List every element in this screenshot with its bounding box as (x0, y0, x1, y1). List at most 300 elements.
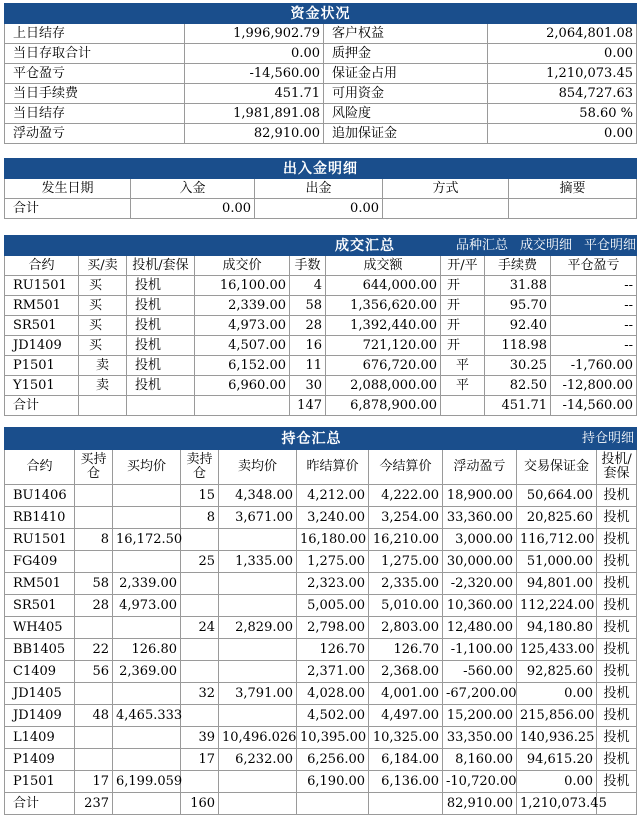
table-cell (113, 727, 181, 749)
table-cell: 51,000.00 (517, 551, 597, 573)
table-row (5, 507, 637, 529)
total-cell: 147 (290, 396, 326, 416)
column-header: 成交价 (195, 256, 290, 276)
column-header: 投机/套保 (127, 256, 195, 276)
table-cell: -1,760.00 (551, 356, 637, 376)
total-cell (297, 793, 369, 815)
column-header: 手数 (290, 256, 326, 276)
column-header: 手续费 (485, 256, 551, 276)
table-cell: 8 (75, 529, 113, 551)
table-row (5, 771, 637, 793)
positions-title: 持仓汇总 (181, 428, 443, 450)
table-cell (219, 529, 297, 551)
positions-column-headers (5, 450, 637, 485)
fund-label: 追加保证金 (324, 124, 488, 144)
link-variety-summary[interactable]: 品种汇总 (456, 237, 509, 253)
table-cell: 94,180.80 (517, 617, 597, 639)
cash-flow-header (5, 159, 637, 179)
table-cell: 126.70 (369, 639, 443, 661)
table-cell: 投机 (597, 661, 637, 683)
table-cell (113, 551, 181, 573)
fund-status-row (5, 104, 637, 124)
table-cell: RU1501 (5, 529, 75, 551)
table-cell (113, 485, 181, 507)
table-cell: 721,120.00 (326, 336, 441, 356)
table-row (5, 573, 637, 595)
table-row (5, 749, 637, 771)
table-cell: 2,368.00 (369, 661, 443, 683)
table-cell (219, 771, 297, 793)
table-cell (113, 617, 181, 639)
total-cell: 1,210,073.45 (517, 793, 597, 815)
fund-value: 1,981,891.08 (185, 104, 324, 124)
table-cell: 95.70 (485, 296, 551, 316)
link-trade-detail[interactable]: 成交明细 (520, 237, 573, 253)
table-cell: 11 (290, 356, 326, 376)
trades-table (4, 235, 637, 416)
table-cell: -- (551, 336, 637, 356)
table-cell: 4,001.00 (369, 683, 443, 705)
cash-flow-table (4, 158, 637, 219)
fund-status-row (5, 64, 637, 84)
total-cell (127, 396, 195, 416)
table-cell: 4,507.00 (195, 336, 290, 356)
trades-column-headers (5, 256, 637, 276)
table-cell: P1501 (5, 356, 79, 376)
column-header: 平仓盈亏 (551, 256, 637, 276)
table-cell: 39 (181, 727, 219, 749)
table-cell: 215,856.00 (517, 705, 597, 727)
column-header: 合约 (5, 450, 75, 485)
table-cell: 投机 (127, 296, 195, 316)
table-cell (75, 683, 113, 705)
table-cell: 投机 (597, 507, 637, 529)
table-row (5, 316, 637, 336)
table-cell: 125,433.00 (517, 639, 597, 661)
table-cell: 28 (75, 595, 113, 617)
table-cell (181, 595, 219, 617)
table-cell (219, 573, 297, 595)
table-cell: 140,936.25 (517, 727, 597, 749)
table-row (5, 529, 637, 551)
cash-flow-total-row (5, 199, 637, 219)
fund-value: 0.00 (488, 124, 637, 144)
fund-status-table (4, 3, 637, 144)
table-row (5, 551, 637, 573)
table-cell: 6,232.00 (219, 749, 297, 771)
table-cell: 20,825.60 (517, 507, 597, 529)
table-cell: 买 (79, 336, 127, 356)
table-cell: -2,320.00 (443, 573, 517, 595)
table-cell: 投机 (597, 639, 637, 661)
table-cell: 112,224.00 (517, 595, 597, 617)
table-cell: JD1405 (5, 683, 75, 705)
table-cell: 4,348.00 (219, 485, 297, 507)
fund-value: 854,727.63 (488, 84, 637, 104)
table-cell (219, 705, 297, 727)
table-cell: 开 (441, 316, 485, 336)
table-cell: 22 (75, 639, 113, 661)
table-cell: RB1410 (5, 507, 75, 529)
table-cell: 开 (441, 276, 485, 296)
table-cell: 投机 (597, 749, 637, 771)
table-cell: P1409 (5, 749, 75, 771)
total-cell (79, 396, 127, 416)
table-cell: 5,005.00 (297, 595, 369, 617)
table-row (5, 376, 637, 396)
table-cell: 16 (290, 336, 326, 356)
table-cell: 1,275.00 (369, 551, 443, 573)
table-cell: 投机 (127, 356, 195, 376)
column-header: 开/平 (441, 256, 485, 276)
table-cell: 4,973.00 (195, 316, 290, 336)
table-row (5, 639, 637, 661)
table-cell: 4,973.00 (113, 595, 181, 617)
total-cell: -14,560.00 (551, 396, 637, 416)
table-cell: RM501 (5, 573, 75, 595)
table-cell: 58 (290, 296, 326, 316)
table-cell (181, 639, 219, 661)
table-cell: 10,395.00 (297, 727, 369, 749)
column-header: 方式 (383, 179, 509, 199)
total-cell: 合计 (5, 793, 75, 815)
table-row (5, 683, 637, 705)
table-cell: 6,199.059 (113, 771, 181, 793)
table-cell: 4,465.333 (113, 705, 181, 727)
table-cell: 投机 (597, 485, 637, 507)
trades-header (5, 236, 637, 256)
table-cell: 30.25 (485, 356, 551, 376)
table-cell: 6,152.00 (195, 356, 290, 376)
fund-value: 58.60 % (488, 104, 637, 124)
table-cell: 4,212.00 (297, 485, 369, 507)
total-cell (369, 793, 443, 815)
positions-total-row (5, 793, 637, 815)
column-header: 买持仓 (75, 450, 113, 485)
table-cell: -12,800.00 (551, 376, 637, 396)
table-cell: 8,160.00 (443, 749, 517, 771)
table-cell: 31.88 (485, 276, 551, 296)
table-cell: 2,323.00 (297, 573, 369, 595)
table-cell: 116,712.00 (517, 529, 597, 551)
fund-value: -14,560.00 (185, 64, 324, 84)
column-header: 昨结算价 (297, 450, 369, 485)
table-cell: -- (551, 316, 637, 336)
table-row (5, 727, 637, 749)
table-cell: JD1409 (5, 705, 75, 727)
table-cell: 4,502.00 (297, 705, 369, 727)
fund-label: 质押金 (324, 44, 488, 64)
table-cell (219, 639, 297, 661)
column-header: 今结算价 (369, 450, 443, 485)
table-cell: 1,356,620.00 (326, 296, 441, 316)
table-cell: Y1501 (5, 376, 79, 396)
table-cell: 10,496.026 (219, 727, 297, 749)
table-cell: 投机 (127, 336, 195, 356)
table-cell: 48 (75, 705, 113, 727)
table-cell: 644,000.00 (326, 276, 441, 296)
table-cell: 676,720.00 (326, 356, 441, 376)
table-cell (75, 551, 113, 573)
table-cell: 2,339.00 (195, 296, 290, 316)
table-cell: 3,671.00 (219, 507, 297, 529)
total-cell: 合计 (5, 396, 79, 416)
fund-label: 当日存取合计 (5, 44, 185, 64)
total-cell (195, 396, 290, 416)
column-header: 投机/套保 (597, 450, 637, 485)
table-cell: 6,256.00 (297, 749, 369, 771)
table-cell: 33,360.00 (443, 507, 517, 529)
table-cell: 6,136.00 (369, 771, 443, 793)
table-cell: 2,803.00 (369, 617, 443, 639)
fund-value: 2,064,801.08 (488, 24, 637, 44)
table-cell: 0.00 (517, 771, 597, 793)
table-cell: 3,791.00 (219, 683, 297, 705)
table-cell: 15,200.00 (443, 705, 517, 727)
table-cell (75, 727, 113, 749)
table-cell: 卖 (79, 376, 127, 396)
table-cell: 2,369.00 (113, 661, 181, 683)
total-cell: 237 (75, 793, 113, 815)
table-cell: 3,254.00 (369, 507, 443, 529)
fund-value: 82,910.00 (185, 124, 324, 144)
table-cell: FG409 (5, 551, 75, 573)
table-cell: 买 (79, 276, 127, 296)
total-cell (219, 793, 297, 815)
table-cell: 4,028.00 (297, 683, 369, 705)
column-header: 成交额 (326, 256, 441, 276)
fund-label: 上日结存 (5, 24, 185, 44)
table-cell: 15 (181, 485, 219, 507)
link-position-detail[interactable]: 持仓明细 (582, 430, 635, 446)
table-row (5, 595, 637, 617)
fund-label: 客户权益 (324, 24, 488, 44)
table-cell: 3,000.00 (443, 529, 517, 551)
fund-label: 当日手续费 (5, 84, 185, 104)
table-row (5, 296, 637, 316)
table-cell: 25 (181, 551, 219, 573)
table-cell: 82.50 (485, 376, 551, 396)
table-cell: 92.40 (485, 316, 551, 336)
table-cell: -67,200.00 (443, 683, 517, 705)
table-cell: 16,172.50 (113, 529, 181, 551)
table-cell: 126.70 (297, 639, 369, 661)
table-cell: 平 (441, 376, 485, 396)
table-row (5, 485, 637, 507)
table-cell: 投机 (597, 705, 637, 727)
table-cell (113, 749, 181, 771)
total-cell: 0.00 (131, 199, 255, 219)
table-cell: 投机 (127, 376, 195, 396)
table-cell: 2,798.00 (297, 617, 369, 639)
table-row (5, 705, 637, 727)
table-cell (181, 529, 219, 551)
table-cell: 126.80 (113, 639, 181, 661)
table-cell: SR501 (5, 316, 79, 336)
fund-status-row (5, 44, 637, 64)
total-cell: 合计 (5, 199, 131, 219)
table-cell (181, 661, 219, 683)
table-cell: -10,720.00 (443, 771, 517, 793)
table-cell: 58 (75, 573, 113, 595)
table-cell: 投机 (597, 727, 637, 749)
table-cell: 94,801.00 (517, 573, 597, 595)
table-cell: 投机 (127, 276, 195, 296)
table-cell: 10,360.00 (443, 595, 517, 617)
table-cell: 平 (441, 356, 485, 376)
column-header: 摘要 (509, 179, 637, 199)
positions-table (4, 427, 637, 815)
table-cell: 16,180.00 (297, 529, 369, 551)
table-cell: 12,480.00 (443, 617, 517, 639)
table-cell (181, 573, 219, 595)
column-header: 发生日期 (5, 179, 131, 199)
column-header: 交易保证金 (517, 450, 597, 485)
table-row (5, 661, 637, 683)
table-cell: 8 (181, 507, 219, 529)
table-cell: JD1409 (5, 336, 79, 356)
column-header: 合约 (5, 256, 79, 276)
fund-status-row (5, 24, 637, 44)
fund-status-row (5, 124, 637, 144)
fund-label: 当日结存 (5, 104, 185, 124)
table-cell: 92,825.60 (517, 661, 597, 683)
fund-status-title: 资金状况 (5, 4, 637, 24)
table-cell: -560.00 (443, 661, 517, 683)
table-cell: 买 (79, 296, 127, 316)
fund-value: 1,210,073.45 (488, 64, 637, 84)
table-cell (75, 617, 113, 639)
table-cell: 18,900.00 (443, 485, 517, 507)
total-cell (113, 793, 181, 815)
table-cell: 94,615.20 (517, 749, 597, 771)
table-cell: 6,190.00 (297, 771, 369, 793)
table-cell (75, 507, 113, 529)
table-cell (181, 705, 219, 727)
table-cell: 投机 (597, 551, 637, 573)
trades-total-row (5, 396, 637, 416)
column-header: 出金 (255, 179, 383, 199)
table-cell: 33,350.00 (443, 727, 517, 749)
table-cell: 28 (290, 316, 326, 336)
cash-flow-column-headers (5, 179, 637, 199)
link-close-detail[interactable]: 平仓明细 (584, 237, 637, 253)
table-cell: BB1405 (5, 639, 75, 661)
table-cell: 开 (441, 336, 485, 356)
table-cell: 2,339.00 (113, 573, 181, 595)
positions-header (5, 428, 637, 450)
table-cell: 6,184.00 (369, 749, 443, 771)
table-cell: 56 (75, 661, 113, 683)
table-cell: 投机 (597, 683, 637, 705)
column-header: 浮动盈亏 (443, 450, 517, 485)
table-cell (75, 485, 113, 507)
table-row (5, 617, 637, 639)
table-cell: 2,088,000.00 (326, 376, 441, 396)
table-cell: 1,275.00 (297, 551, 369, 573)
fund-status-header (5, 4, 637, 24)
fund-value: 0.00 (185, 44, 324, 64)
table-row (5, 276, 637, 296)
fund-label: 浮动盈亏 (5, 124, 185, 144)
table-cell: 开 (441, 296, 485, 316)
table-cell: 16,100.00 (195, 276, 290, 296)
table-cell: BU1406 (5, 485, 75, 507)
table-cell: 4,497.00 (369, 705, 443, 727)
table-cell: 118.98 (485, 336, 551, 356)
table-cell: 50,664.00 (517, 485, 597, 507)
table-cell: 24 (181, 617, 219, 639)
table-cell: 1,392,440.00 (326, 316, 441, 336)
table-cell: 10,325.00 (369, 727, 443, 749)
table-cell: RM501 (5, 296, 79, 316)
table-cell: 5,010.00 (369, 595, 443, 617)
table-row (5, 356, 637, 376)
table-cell: -- (551, 276, 637, 296)
trades-title: 成交汇总 (290, 236, 441, 256)
table-cell (219, 661, 297, 683)
column-header: 买均价 (113, 450, 181, 485)
table-cell: 投机 (597, 771, 637, 793)
fund-value: 451.71 (185, 84, 324, 104)
table-cell: 投机 (597, 573, 637, 595)
total-cell: 82,910.00 (443, 793, 517, 815)
total-cell (509, 199, 637, 219)
table-cell (75, 749, 113, 771)
fund-label: 保证金占用 (324, 64, 488, 84)
table-cell: 卖 (79, 356, 127, 376)
fund-label: 风险度 (324, 104, 488, 124)
table-cell: WH405 (5, 617, 75, 639)
table-cell: 投机 (597, 595, 637, 617)
fund-value: 1,996,902.79 (185, 24, 324, 44)
table-cell: 1,335.00 (219, 551, 297, 573)
table-cell: -- (551, 296, 637, 316)
total-cell: 6,878,900.00 (326, 396, 441, 416)
fund-value: 0.00 (488, 44, 637, 64)
table-cell: SR501 (5, 595, 75, 617)
column-header: 入金 (131, 179, 255, 199)
table-cell: 0.00 (517, 683, 597, 705)
table-cell (113, 507, 181, 529)
table-row (5, 336, 637, 356)
fund-label: 平仓盈亏 (5, 64, 185, 84)
cash-flow-title: 出入金明细 (5, 159, 637, 179)
table-cell: 买 (79, 316, 127, 336)
table-cell: C1409 (5, 661, 75, 683)
table-cell: 投机 (127, 316, 195, 336)
total-cell: 0.00 (255, 199, 383, 219)
table-cell: L1409 (5, 727, 75, 749)
table-cell: 2,829.00 (219, 617, 297, 639)
table-cell: 30 (290, 376, 326, 396)
table-cell: P1501 (5, 771, 75, 793)
table-cell (181, 771, 219, 793)
table-cell: 17 (181, 749, 219, 771)
table-cell: -1,100.00 (443, 639, 517, 661)
table-cell: 投机 (597, 529, 637, 551)
table-cell: 4 (290, 276, 326, 296)
column-header: 卖均价 (219, 450, 297, 485)
table-cell: 3,240.00 (297, 507, 369, 529)
column-header: 卖持仓 (181, 450, 219, 485)
table-cell: 2,371.00 (297, 661, 369, 683)
table-cell: 17 (75, 771, 113, 793)
total-cell: 160 (181, 793, 219, 815)
total-cell: 451.71 (485, 396, 551, 416)
table-cell: 投机 (597, 617, 637, 639)
table-cell: 2,335.00 (369, 573, 443, 595)
